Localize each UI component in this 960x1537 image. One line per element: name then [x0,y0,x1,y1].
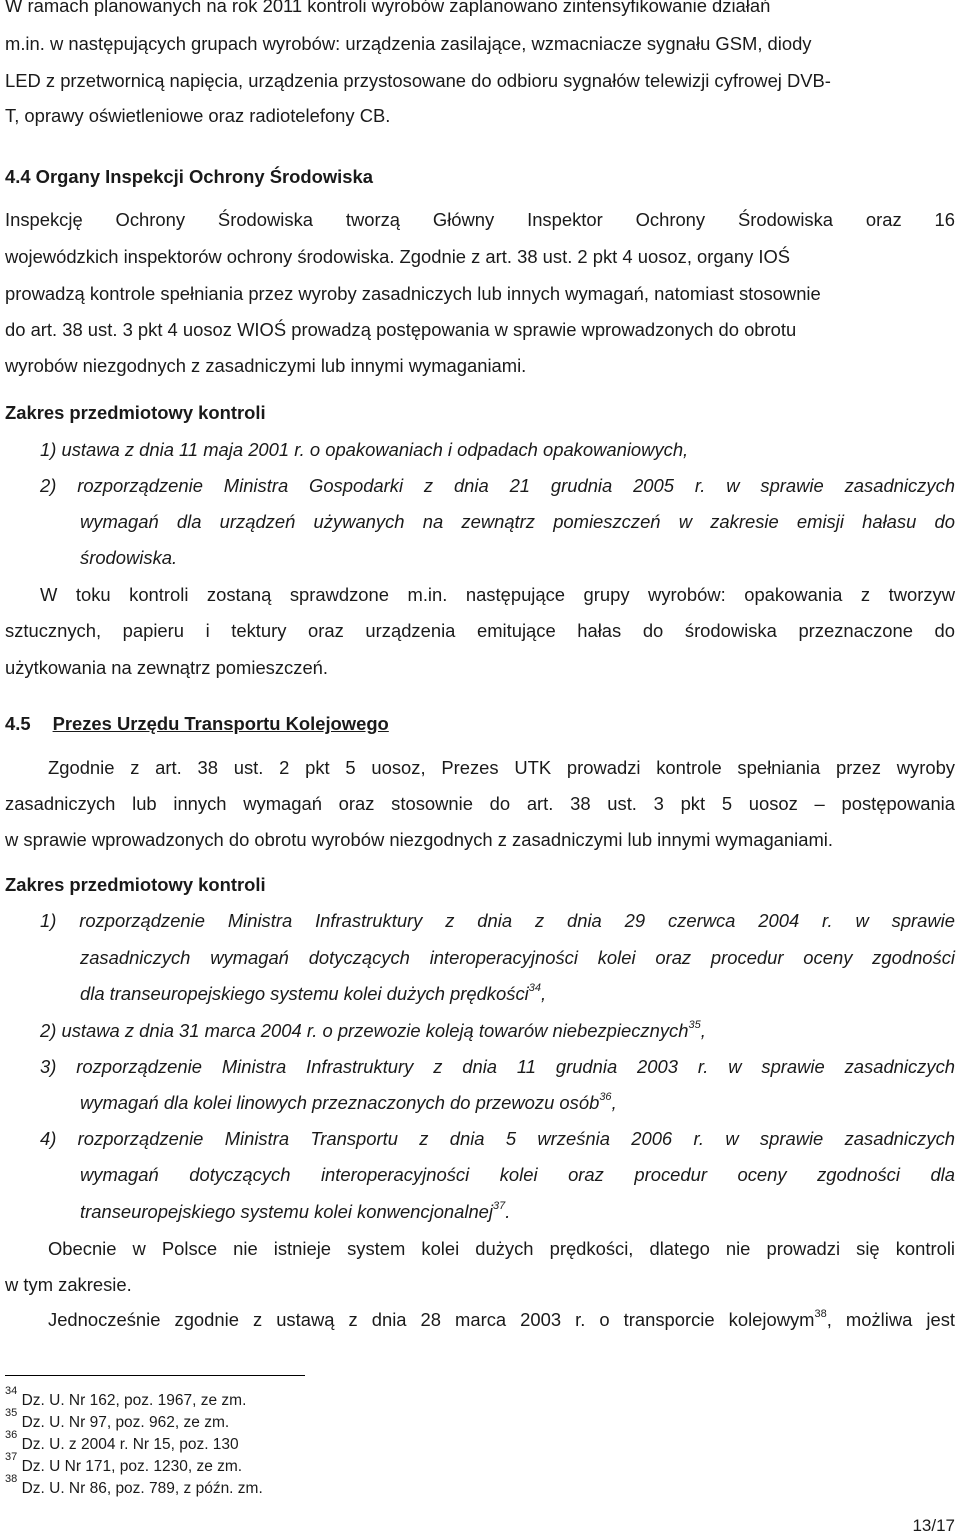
section-title: Prezes Urzędu Transportu Kolejowego [52,713,389,734]
list-item [40,1019,955,1043]
punctuation: , [611,1092,617,1113]
footnote-text: Dz. U. Nr 162, poz. 1967, ze zm. [21,1392,247,1409]
footnote-text: Dz. U. Nr 97, poz. 962, ze zm. [21,1414,230,1431]
subheading-scope: Zakres przedmiotowy kontroli [5,402,266,423]
footnote-ref: 34 [528,981,542,994]
list-text: wymagań dla kolei linowych przeznaczonych do przewozu osób [80,1092,600,1113]
footnote [5,1472,263,1499]
body-line: wyrobów niezgodnych z zasadniczymi lub innymi wymaganiami. [5,355,527,376]
footnote-number: 34 [5,1384,18,1397]
list-text: 2) ustawa z dnia 31 marca 2004 r. o przewozie koleją towarów niebezpiecznych [40,1020,689,1041]
section-number: 4.5 [5,713,31,734]
footnote [5,1384,247,1411]
body-line: do art. 38 ust. 3 pkt 4 uosoz WIOŚ prowadzą postępowania w sprawie wprowadzonych do obrotu [5,319,797,340]
body-line [48,1308,955,1332]
list-item: 1) rozporządzenie Ministra Infrastruktury z dnia z dnia 29 czerwca 2004 r. w sprawie [40,910,955,931]
body-line: zasadniczych lub innych wymagań oraz stosownie do art. 38 ust. 3 pkt 5 uosoz – postępowania [5,793,955,814]
body-line: w tym zakresie. [5,1274,132,1295]
list-item-continued: środowiska. [80,547,178,568]
body-text: , możliwa jest [826,1309,955,1330]
body-line: Zgodnie z art. 38 ust. 2 pkt 5 uosoz, Prezes UTK prowadzi kontrole spełniania przez wyroby [48,757,955,778]
footnote [5,1428,239,1455]
body-line: W toku kontroli zostaną sprawdzone m.in. następujące grupy wyrobów: opakowania z tworzyw [40,584,955,605]
page-number: 13/17 [912,1516,955,1535]
list-text: transeuropejskiego systemu kolei konwencjonalnej [80,1201,493,1222]
list-item: 4) rozporządzenie Ministra Transportu z dnia 5 września 2006 r. w sprawie zasadniczych [40,1128,955,1149]
punctuation: , [700,1020,706,1041]
footnote-number: 35 [5,1406,18,1419]
section-heading-4-5 [5,712,955,736]
footnote-number: 37 [5,1450,18,1463]
footnote-ref: 35 [688,1018,701,1031]
body-line: prowadzą kontrole spełniania przez wyroby zasadniczych lub innych wymagań, natomiast stosownie [5,283,821,304]
list-item-continued [80,982,955,1006]
footnote-text: Dz. U. z 2004 r. Nr 15, poz. 130 [21,1436,239,1453]
list-item-continued [80,1200,955,1224]
body-line: sztucznych, papieru i tektury oraz urządzenia emitujące hałas do środowiska przeznaczone do [5,620,955,641]
footnote-ref: 37 [493,1199,506,1212]
footnote [5,1450,243,1477]
subheading-scope: Zakres przedmiotowy kontroli [5,874,266,895]
footnote-divider [5,1375,305,1376]
list-item-continued [80,1091,955,1115]
footnote [5,1406,230,1433]
list-item: 2) rozporządzenie Ministra Gospodarki z dnia 21 grudnia 2005 r. w sprawie zasadniczych [40,475,955,496]
body-line: Obecnie w Polsce nie istnieje system kolei dużych prędkości, dlatego nie prowadzi się kontroli [48,1238,955,1259]
list-item-continued: zasadniczych wymagań dotyczących interoperacyjności kolei oraz procedur oceny zgodności [80,947,955,968]
list-item: 1) ustawa z dnia 11 maja 2001 r. o opakowaniach i odpadach opakowaniowych, [40,439,689,460]
footnote-number: 38 [5,1472,18,1485]
footnote-ref: 38 [814,1307,827,1320]
footnote-text: Dz. U. Nr 86, poz. 789, z późn. zm. [21,1480,263,1497]
footnote-number: 36 [5,1428,18,1441]
body-text: Jednocześnie zgodnie z ustawą z dnia 28 marca 2003 r. o transporcie kolejowym [48,1309,815,1330]
body-line: użytkowania na zewnątrz pomieszczeń. [5,657,329,678]
section-heading-4-4: 4.4 Organy Inspekcji Ochrony Środowiska [5,166,373,187]
list-text: dla transeuropejskiego systemu kolei dużych prędkości [80,983,529,1004]
punctuation: . [505,1201,511,1222]
footnote-ref: 36 [599,1090,612,1103]
body-line: LED z przetwornicą napięcia, urządzenia przystosowane do odbioru sygnałów telewizji cyfrowej DVB- [5,70,831,91]
body-line: Inspekcję Ochrony Środowiska tworzą Główny Inspektor Ochrony Środowiska oraz 16 [5,209,955,230]
list-item-continued: wymagań dla urządzeń używanych na zewnątrz pomieszczeń w zakresie emisji hałasu do [80,511,955,532]
list-item: 3) rozporządzenie Ministra Infrastruktury z dnia 11 grudnia 2003 r. w sprawie zasadniczych [40,1056,955,1077]
body-line: w sprawie wprowadzonych do obrotu wyrobów niezgodnych z zasadniczymi lub innymi wymaganiami. [5,829,833,850]
body-line: m.in. w następujących grupach wyrobów: urządzenia zasilające, wzmacniacze sygnału GSM, diody [5,33,812,54]
body-line: T, oprawy oświetleniowe oraz radiotelefony CB. [5,105,391,126]
list-item-continued: wymagań dotyczących interoperacyjności kolei oraz procedur oceny zgodności dla [80,1164,955,1185]
punctuation: , [541,983,547,1004]
footnote-text: Dz. U Nr 171, poz. 1230, ze zm. [21,1458,243,1475]
body-line: wojewódzkich inspektorów ochrony środowiska. Zgodnie z art. 38 ust. 2 pkt 4 uosoz, organy IOŚ [5,246,791,267]
body-line: W ramach planowanych na rok 2011 kontroli wyrobów zaplanowano zintensyfikowanie działań [5,0,771,16]
